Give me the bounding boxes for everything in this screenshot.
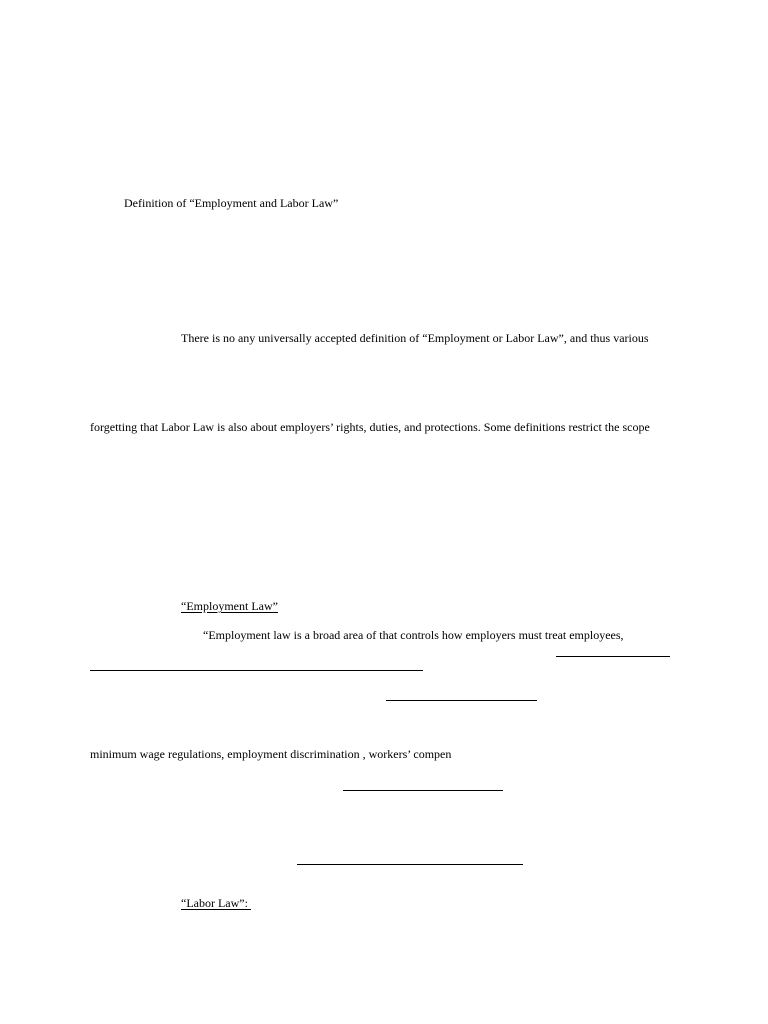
underline-rule bbox=[90, 670, 423, 671]
intro-paragraph-line-2: forgetting that Labor Law is also about employers’ rights, duties, and protections. Some definitions restrict the scope bbox=[90, 420, 650, 434]
intro-paragraph-line-1: There is no any universally accepted definition of “Employment or Labor Law”, and thus various bbox=[181, 331, 649, 345]
employment-law-quote-line-1: “Employment law is a broad area of that controls how employers must treat employees, bbox=[203, 628, 624, 642]
employment-law-heading: “Employment Law” bbox=[181, 599, 278, 613]
underline-rule bbox=[386, 700, 537, 701]
underline-rule bbox=[343, 790, 503, 791]
underline-rule bbox=[297, 864, 523, 865]
underline-rule bbox=[556, 656, 670, 657]
labor-law-heading: “Labor Law”: bbox=[181, 896, 251, 910]
employment-law-minimum-wage-line: minimum wage regulations, employment discrimination , workers’ compen bbox=[90, 747, 452, 761]
document-title: Definition of “Employment and Labor Law” bbox=[124, 196, 339, 210]
